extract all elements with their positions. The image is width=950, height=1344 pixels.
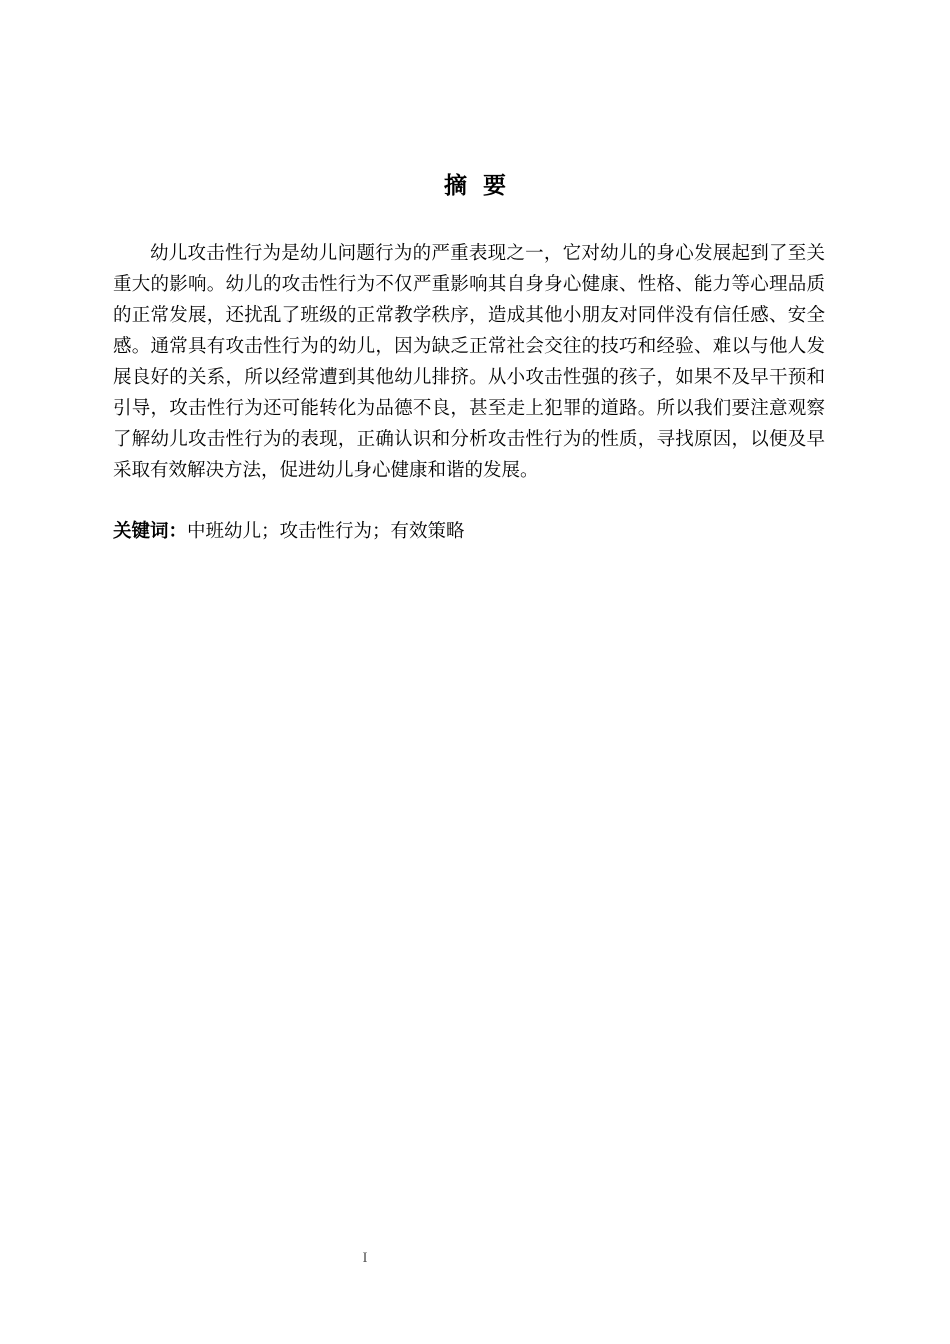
keywords-line [113, 516, 825, 547]
keywords-text: 中班幼儿；攻击性行为；有效策略 [187, 521, 465, 542]
page-number: I [362, 1250, 368, 1266]
abstract-title: 摘要 [444, 173, 522, 199]
keywords-label: 关键词： [113, 521, 188, 542]
abstract-body: 幼儿攻击性行为是幼儿问题行为的严重表现之一，它对幼儿的身心发展起到了至关重大的影响。幼儿的攻击性行为不仅严重影响其自身身心健康、性格、能力等心理品质的正常发展，还扰乱了班级的正常教学秩序，造成其他小朋友对同伴没有信任感、安全感。通常具有攻击性行为的幼儿，因为缺乏正常社会交往的技巧和经验、难以与他人发展良好的关系，所以经常遭到其他幼儿排挤。从小攻击性强的孩子，如果不及早干预和引导，攻击性行为还可能转化为品德不良，甚至走上犯罪的道路。所以我们要注意观察了解幼儿攻击性行为的表现，正确认识和分析攻击性行为的性质，寻找原因，以便及早采取有效解决方法，促进幼儿身心健康和谐的发展。 [113, 243, 825, 481]
